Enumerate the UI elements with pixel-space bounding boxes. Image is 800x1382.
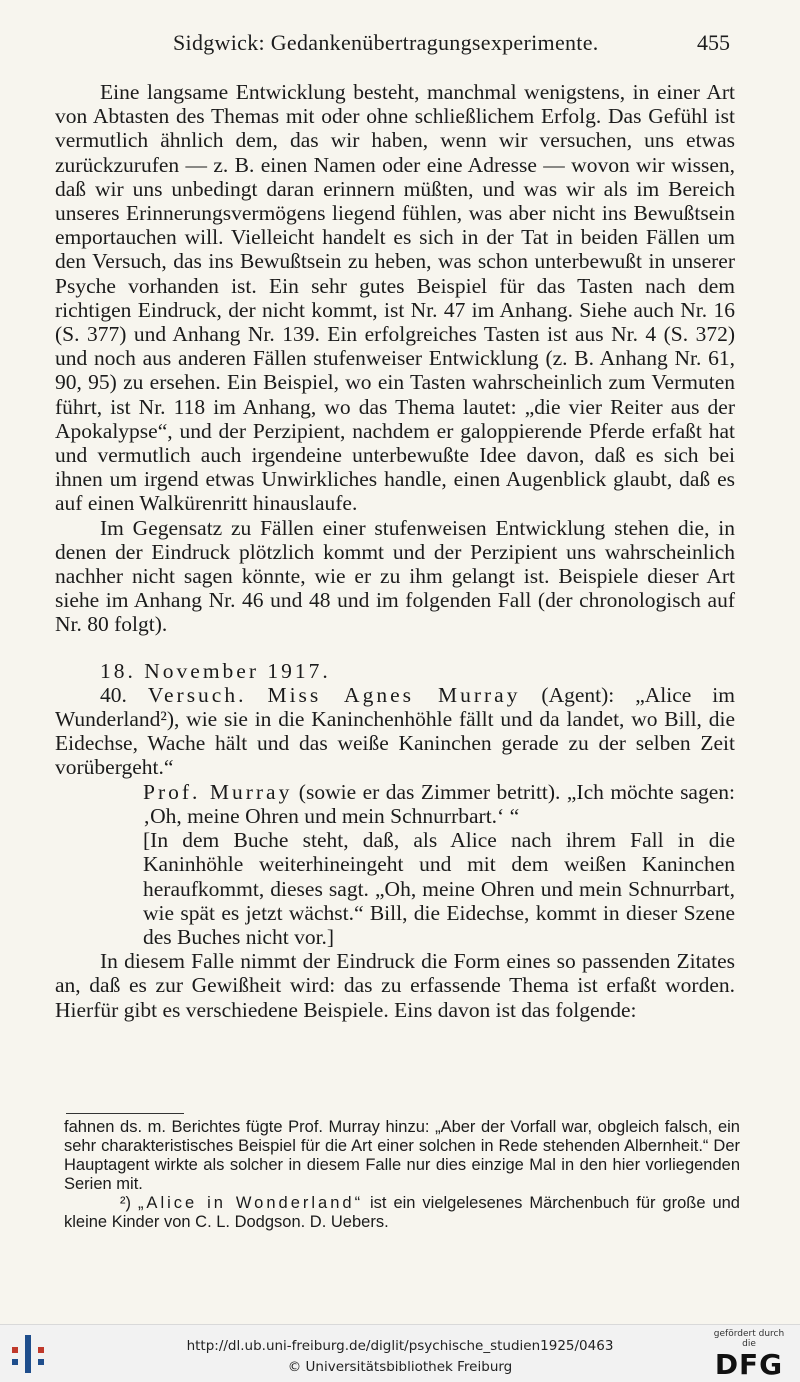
experiment-date-line <box>55 659 735 683</box>
agent-text: (Agent): „Alice im Wunderland²), wie sie in die Kaninchenhöhle fällt und da landet, wo Bill, die Eidechse, Wache hält und das weiße Kaninchen gerade zu der selben Zeit vorübergeht.“ <box>55 682 735 780</box>
footnote-2-text: ist ein vielgelesenes Märchenbuch für große und kleine Kinder von C. L. Dodgson. D. Uebers. <box>64 1194 740 1231</box>
paragraph-2: Im Gegensatz zu Fällen einer stufenweisen Entwicklung stehen die, in denen der Eindruck plötzlich kommt und der Perzipient uns wahrscheinlich nachher nicht sagen könnte, wie er zu ihm gelangt ist. Beispiele dieser Art siehe im Anhang Nr. 46 und 48 und im folgenden Fall (der chronologisch auf Nr. 80 folgt). <box>55 515 735 637</box>
experiment-date: 18. November 1917. <box>100 658 331 683</box>
running-title: Sidgwick: Gedankenübertragungsexperimente. <box>173 30 599 55</box>
percipient-name: Prof. Murray <box>143 779 293 804</box>
percipient-line <box>55 780 735 828</box>
dfg-logo <box>706 1329 792 1379</box>
copyright-notice: © Universitätsbibliothek Freiburg <box>287 1359 513 1375</box>
experiment-number: 40. <box>100 682 127 707</box>
body-text <box>55 80 735 1022</box>
viewer-footer <box>0 1324 800 1382</box>
footnote-2 <box>64 1194 740 1232</box>
percipient-text: (sowie er das Zimmer betritt). „Ich möchte sagen: ‚Oh, meine Ohren und mein Schnurrbart.‘ “ <box>143 779 735 828</box>
experiment-agent-line <box>55 683 735 780</box>
footnote-2-title: „Alice in Wonderland“ <box>137 1194 364 1212</box>
versuch-label: Versuch. <box>147 682 247 707</box>
footnotes <box>64 1118 740 1232</box>
footnote-divider <box>66 1113 184 1114</box>
paragraph-1: Eine langsame Entwicklung besteht, manchmal wenigstens, in einer Art von Abtasten des Themas mit oder ohne schließlichem Erfolg. Das Gefühl ist vermutlich ähnlich dem, das wir haben, wenn wir versuchen, uns etwas zurückzurufen — z. B. einen Namen oder eine Adresse — wovon wir wissen, daß wir uns unbedingt daran erinnern müßten, und was wir als im Bereich unseres Erinnerungsvermögens liegend fühlen, was aber nicht ins Bewußtsein emportauchen will. Vielleicht handelt es sich in der Tat in beiden Fällen um den Versuch, das ins Bewußtsein zu heben, was schon unterbewußt in unserer Psyche vorhanden ist. Ein sehr gutes Beispiel für das Tasten nach dem richtigen Eindruck, der nicht kommt, ist Nr. 47 im Anhang. Siehe auch Nr. 16 (S. 377) und Anhang Nr. 139. Ein erfolgreiches Tasten ist aus Nr. 4 (S. 372) und noch aus anderen Fällen stufenweiser Entwicklung (z. B. Anhang Nr. 61, 90, 95) zu ersehen. Ein Beispiel, wo ein Tasten wahrscheinlich zum Vermuten führt, ist Nr. 118 im Anhang, wo das Thema lautet: „die vier Reiter aus der Apokalypse“, und der Perzipient, nachdem er galoppierende Pferde erfaßt hat und vermutlich auch irgendeine unterbewußte Idee davon, daß es sich bei ihnen um irgend etwas Unwirkliches handle, einen Augenblick glaubt, daß es auf einen Walkürenritt hinauslaufe. <box>55 80 735 516</box>
permalink[interactable]: http://dl.ub.uni-freiburg.de/diglit/psychische_studien1925/0463 <box>186 1338 614 1354</box>
footnote-2-marker: ²) <box>120 1194 131 1212</box>
agent-name: Miss Agnes Murray <box>267 682 521 707</box>
footnote-continuation: fahnen ds. m. Berichtes fügte Prof. Murray hinzu: „Aber der Vorfall war, obgleich falsch, ein sehr charakteristisches Beispiel für die Art einer solchen in Rede stehenden Albernheit.“ Der Hauptagent wirkte als solcher in diesem Falle nur dies einzige Mal in den hier vorliegenden Serien mit. <box>64 1118 740 1193</box>
closing-paragraph: In diesem Falle nimmt der Eindruck die Form eines so passenden Zitates an, daß es zur Gewißheit wird: das zu erfassende Thema ist erfaßt worden. Hierfür gibt es verschiedene Beispiele. Eins davon ist das folgende: <box>55 949 735 1022</box>
page-number: 455 <box>697 30 730 55</box>
dfg-note: gefördert durch die <box>713 1329 785 1349</box>
dfg-mark: DFG <box>714 1348 784 1381</box>
bracket-note: [In dem Buche steht, daß, als Alice nach ihrem Fall in die Kaninhöhle weiterhineingeht und mit dem weißen Kaninchen heraufkommt, dieses sagt. „Oh, meine Ohren und mein Schnurrbart, wie spät es jetzt wächst.“ Bill, die Eidechse, kommt in dieser Szene des Buches nicht vor.] <box>143 828 735 949</box>
